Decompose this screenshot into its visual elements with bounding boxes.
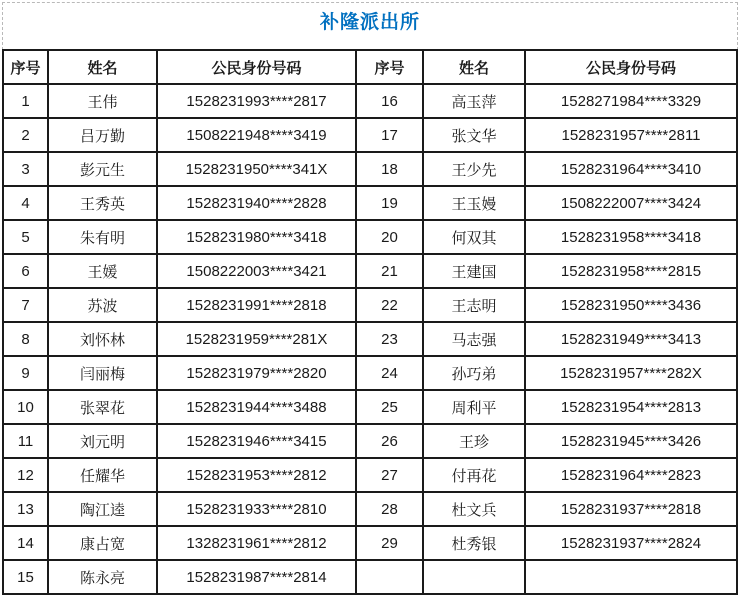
id-cell: 1528231991****2818 bbox=[157, 288, 356, 322]
table-body bbox=[3, 84, 737, 594]
name-cell: 张文华 bbox=[423, 118, 525, 152]
seq-cell: 10 bbox=[3, 390, 48, 424]
table-row bbox=[3, 424, 737, 458]
page-break-line-top bbox=[2, 2, 738, 3]
name-cell: 高玉萍 bbox=[423, 84, 525, 118]
name-cell: 苏波 bbox=[48, 288, 157, 322]
seq-cell: 21 bbox=[356, 254, 423, 288]
id-cell: 1528231964****2823 bbox=[525, 458, 737, 492]
header-row bbox=[3, 50, 737, 84]
id-cell: 1528231950****341X bbox=[157, 152, 356, 186]
seq-cell: 2 bbox=[3, 118, 48, 152]
id-cell: 1528231949****3413 bbox=[525, 322, 737, 356]
seq-cell: 27 bbox=[356, 458, 423, 492]
seq-cell: 23 bbox=[356, 322, 423, 356]
seq-cell: 20 bbox=[356, 220, 423, 254]
id-cell: 1508222003****3421 bbox=[157, 254, 356, 288]
name-cell: 任耀华 bbox=[48, 458, 157, 492]
table-row bbox=[3, 526, 737, 560]
id-cell: 1528231958****2815 bbox=[525, 254, 737, 288]
name-cell: 王玉嫚 bbox=[423, 186, 525, 220]
seq-cell: 14 bbox=[3, 526, 48, 560]
id-cell: 1528231945****3426 bbox=[525, 424, 737, 458]
id-cell: 1528231944****3488 bbox=[157, 390, 356, 424]
table-row bbox=[3, 560, 737, 594]
table-row bbox=[3, 84, 737, 118]
id-cell: 1528231993****2817 bbox=[157, 84, 356, 118]
table-row bbox=[3, 288, 737, 322]
id-cell: 1528231987****2814 bbox=[157, 560, 356, 594]
name-cell: 闫丽梅 bbox=[48, 356, 157, 390]
id-cell bbox=[525, 560, 737, 594]
seq-cell: 13 bbox=[3, 492, 48, 526]
name-cell: 彭元生 bbox=[48, 152, 157, 186]
name-cell: 马志强 bbox=[423, 322, 525, 356]
id-cell: 1528231964****3410 bbox=[525, 152, 737, 186]
id-cell: 1508221948****3419 bbox=[157, 118, 356, 152]
id-cell: 1528231953****2812 bbox=[157, 458, 356, 492]
seq-cell: 17 bbox=[356, 118, 423, 152]
col-header-seq-left: 序号 bbox=[3, 50, 48, 84]
name-cell: 王秀英 bbox=[48, 186, 157, 220]
name-cell: 王志明 bbox=[423, 288, 525, 322]
seq-cell: 24 bbox=[356, 356, 423, 390]
table-row bbox=[3, 458, 737, 492]
table-row bbox=[3, 390, 737, 424]
table-row bbox=[3, 118, 737, 152]
table-row bbox=[3, 356, 737, 390]
id-cell: 1528271984****3329 bbox=[525, 84, 737, 118]
seq-cell: 22 bbox=[356, 288, 423, 322]
table-row bbox=[3, 220, 737, 254]
id-cell: 1528231979****2820 bbox=[157, 356, 356, 390]
table-row bbox=[3, 254, 737, 288]
name-cell: 杜秀银 bbox=[423, 526, 525, 560]
name-cell: 王伟 bbox=[48, 84, 157, 118]
name-cell: 何双其 bbox=[423, 220, 525, 254]
id-cell: 1528231940****2828 bbox=[157, 186, 356, 220]
name-cell: 陶江逵 bbox=[48, 492, 157, 526]
seq-cell: 1 bbox=[3, 84, 48, 118]
id-cell: 1528231980****3418 bbox=[157, 220, 356, 254]
name-cell: 刘怀林 bbox=[48, 322, 157, 356]
col-header-id-left: 公民身份号码 bbox=[157, 50, 356, 84]
name-cell: 康占宽 bbox=[48, 526, 157, 560]
seq-cell: 9 bbox=[3, 356, 48, 390]
seq-cell: 28 bbox=[356, 492, 423, 526]
table-row bbox=[3, 322, 737, 356]
id-cell: 1528231933****2810 bbox=[157, 492, 356, 526]
col-header-seq-right: 序号 bbox=[356, 50, 423, 84]
col-header-name-left: 姓名 bbox=[48, 50, 157, 84]
seq-cell: 29 bbox=[356, 526, 423, 560]
seq-cell bbox=[356, 560, 423, 594]
id-cell: 1528231954****2813 bbox=[525, 390, 737, 424]
seq-cell: 6 bbox=[3, 254, 48, 288]
table-row bbox=[3, 152, 737, 186]
name-cell: 刘元明 bbox=[48, 424, 157, 458]
name-cell: 周利平 bbox=[423, 390, 525, 424]
id-cell: 1528231957****2811 bbox=[525, 118, 737, 152]
id-cell: 1528231937****2818 bbox=[525, 492, 737, 526]
id-cell: 1528231958****3418 bbox=[525, 220, 737, 254]
name-cell: 陈永亮 bbox=[48, 560, 157, 594]
name-cell: 王媛 bbox=[48, 254, 157, 288]
seq-cell: 25 bbox=[356, 390, 423, 424]
col-header-name-right: 姓名 bbox=[423, 50, 525, 84]
name-cell: 孙巧弟 bbox=[423, 356, 525, 390]
id-cell: 1528231959****281X bbox=[157, 322, 356, 356]
name-cell: 朱有明 bbox=[48, 220, 157, 254]
id-cell: 1528231950****3436 bbox=[525, 288, 737, 322]
seq-cell: 8 bbox=[3, 322, 48, 356]
seq-cell: 26 bbox=[356, 424, 423, 458]
name-cell: 王少先 bbox=[423, 152, 525, 186]
seq-cell: 5 bbox=[3, 220, 48, 254]
id-cell: 1528231946****3415 bbox=[157, 424, 356, 458]
seq-cell: 3 bbox=[3, 152, 48, 186]
name-cell: 杜文兵 bbox=[423, 492, 525, 526]
seq-cell: 11 bbox=[3, 424, 48, 458]
id-cell: 1508222007****3424 bbox=[525, 186, 737, 220]
seq-cell: 19 bbox=[356, 186, 423, 220]
name-cell: 王珍 bbox=[423, 424, 525, 458]
col-header-id-right: 公民身份号码 bbox=[525, 50, 737, 84]
name-cell: 付再花 bbox=[423, 458, 525, 492]
name-cell: 王建国 bbox=[423, 254, 525, 288]
seq-cell: 15 bbox=[3, 560, 48, 594]
seq-cell: 16 bbox=[356, 84, 423, 118]
seq-cell: 4 bbox=[3, 186, 48, 220]
seq-cell: 18 bbox=[356, 152, 423, 186]
name-cell: 张翠花 bbox=[48, 390, 157, 424]
name-cell bbox=[423, 560, 525, 594]
id-cell: 1328231961****2812 bbox=[157, 526, 356, 560]
seq-cell: 12 bbox=[3, 458, 48, 492]
seq-cell: 7 bbox=[3, 288, 48, 322]
name-cell: 吕万勤 bbox=[48, 118, 157, 152]
page-title: 补隆派出所 bbox=[319, 12, 420, 33]
roster-table bbox=[2, 49, 738, 595]
table-row bbox=[3, 186, 737, 220]
id-cell: 1528231937****2824 bbox=[525, 526, 737, 560]
id-cell: 1528231957****282X bbox=[525, 356, 737, 390]
table-row bbox=[3, 492, 737, 526]
